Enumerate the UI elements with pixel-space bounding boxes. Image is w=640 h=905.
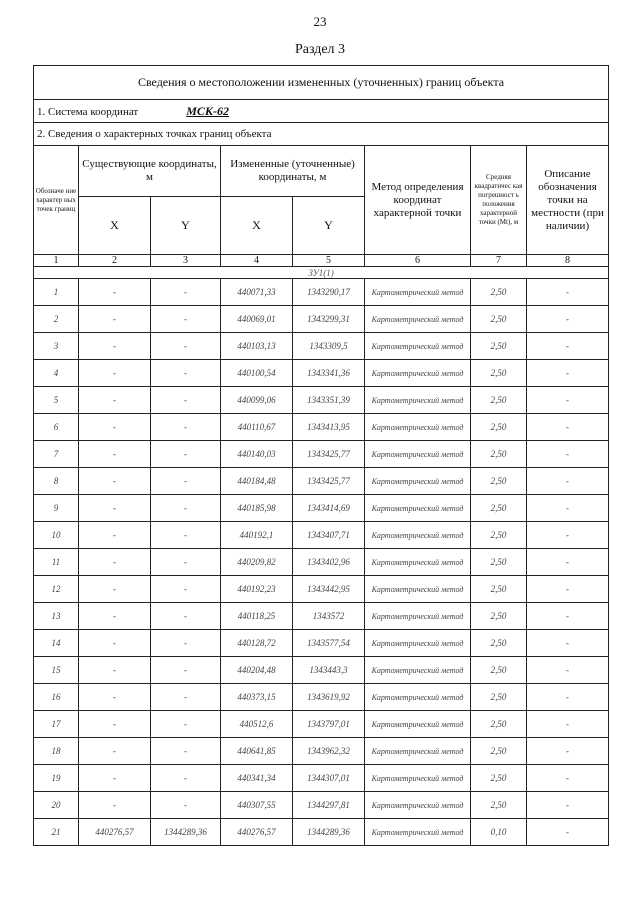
point-number-cell: 1 <box>34 279 79 306</box>
column-number: 7 <box>471 255 527 267</box>
changed-x-cell: 440204,48 <box>221 657 293 684</box>
point-number-cell: 17 <box>34 711 79 738</box>
point-number-cell: 16 <box>34 684 79 711</box>
mean-error-cell: 2,50 <box>471 333 527 360</box>
mean-error-cell: 2,50 <box>471 414 527 441</box>
point-number-cell: 15 <box>34 657 79 684</box>
changed-x-cell: 440192,1 <box>221 522 293 549</box>
coord-system-label: 1. Система координат <box>37 105 139 118</box>
column-number: 4 <box>221 255 293 267</box>
changed-y-cell: 1343402,96 <box>293 549 365 576</box>
mean-error-cell: 2,50 <box>471 792 527 819</box>
existing-y-cell: - <box>151 495 221 522</box>
existing-y-cell: - <box>151 765 221 792</box>
column-number: 8 <box>527 255 609 267</box>
point-number-cell: 2 <box>34 306 79 333</box>
existing-x-cell: - <box>79 603 151 630</box>
mean-error-cell: 0,10 <box>471 819 527 846</box>
mean-error-cell: 2,50 <box>471 765 527 792</box>
method-cell: Картометрический метод <box>365 387 471 414</box>
mean-error-cell: 2,50 <box>471 657 527 684</box>
boundary-points-table <box>33 65 609 846</box>
existing-x-cell: - <box>79 387 151 414</box>
section-title: Раздел 3 <box>294 42 346 57</box>
description-cell: - <box>527 414 609 441</box>
existing-y-cell: - <box>151 792 221 819</box>
changed-y-cell: 1343425,77 <box>293 468 365 495</box>
table-row <box>34 441 609 468</box>
point-number-cell: 20 <box>34 792 79 819</box>
method-cell: Картометрический метод <box>365 684 471 711</box>
method-cell: Картометрический метод <box>365 711 471 738</box>
coord-system-row <box>34 100 609 123</box>
point-number-cell: 8 <box>34 468 79 495</box>
existing-x-cell: - <box>79 657 151 684</box>
table-row <box>34 387 609 414</box>
description-cell: - <box>527 630 609 657</box>
table-row <box>34 630 609 657</box>
table-row <box>34 360 609 387</box>
point-number-cell: 11 <box>34 549 79 576</box>
description-cell: - <box>527 684 609 711</box>
table-row <box>34 306 609 333</box>
description-cell: - <box>527 765 609 792</box>
table-row <box>34 576 609 603</box>
changed-x-cell: 440140,03 <box>221 441 293 468</box>
description-cell: - <box>527 333 609 360</box>
description-cell: - <box>527 522 609 549</box>
existing-x-cell: - <box>79 441 151 468</box>
mean-error-cell: 2,50 <box>471 711 527 738</box>
description-cell: - <box>527 657 609 684</box>
existing-x-cell: - <box>79 279 151 306</box>
changed-x-cell: 440071,33 <box>221 279 293 306</box>
points-title: 2. Сведения о характерных точках границ объекта <box>34 123 609 146</box>
point-number-cell: 21 <box>34 819 79 846</box>
point-number-cell: 3 <box>34 333 79 360</box>
table-row <box>34 495 609 522</box>
method-cell: Картометрический метод <box>365 333 471 360</box>
method-cell: Картометрический метод <box>365 657 471 684</box>
method-cell: Картометрический метод <box>365 819 471 846</box>
page-number: 23 <box>313 14 327 29</box>
point-number-cell: 14 <box>34 630 79 657</box>
changed-y-cell: 1343309,5 <box>293 333 365 360</box>
description-cell: - <box>527 306 609 333</box>
table-row <box>34 711 609 738</box>
column-number: 1 <box>34 255 79 267</box>
changed-y-cell: 1343425,77 <box>293 441 365 468</box>
existing-x-cell: - <box>79 495 151 522</box>
table-title: Сведения о местоположении измененных (уточненных) границ объекта <box>34 66 609 100</box>
point-number-cell: 18 <box>34 738 79 765</box>
header-method: Метод определения координат характерной точки <box>365 146 471 255</box>
changed-x-cell: 440276,57 <box>221 819 293 846</box>
existing-y-cell: - <box>151 414 221 441</box>
changed-x-cell: 440110,67 <box>221 414 293 441</box>
changed-y-cell: 1343407,71 <box>293 522 365 549</box>
point-number-cell: 7 <box>34 441 79 468</box>
description-cell: - <box>527 819 609 846</box>
method-cell: Картометрический метод <box>365 495 471 522</box>
changed-y-cell: 1343577,54 <box>293 630 365 657</box>
changed-x-cell: 440209,82 <box>221 549 293 576</box>
mean-error-cell: 2,50 <box>471 495 527 522</box>
existing-y-cell: - <box>151 441 221 468</box>
method-cell: Картометрический метод <box>365 306 471 333</box>
changed-x-cell: 440185,98 <box>221 495 293 522</box>
existing-x-cell: - <box>79 333 151 360</box>
table-row <box>34 549 609 576</box>
changed-x-cell: 440103,13 <box>221 333 293 360</box>
changed-y-cell: 1344297,81 <box>293 792 365 819</box>
changed-x-cell: 440069,01 <box>221 306 293 333</box>
method-cell: Картометрический метод <box>365 441 471 468</box>
changed-y-cell: 1343572 <box>293 603 365 630</box>
point-number-cell: 19 <box>34 765 79 792</box>
existing-y-cell: - <box>151 279 221 306</box>
changed-y-cell: 1343414,69 <box>293 495 365 522</box>
header-existing-y: Y <box>151 197 221 255</box>
changed-y-cell: 1343442,95 <box>293 576 365 603</box>
table-row <box>34 522 609 549</box>
existing-y-cell: - <box>151 738 221 765</box>
existing-y-cell: - <box>151 549 221 576</box>
header-description: Описание обозначения точки на местности (при наличии) <box>527 146 609 255</box>
description-cell: - <box>527 387 609 414</box>
point-number-cell: 6 <box>34 414 79 441</box>
mean-error-cell: 2,50 <box>471 684 527 711</box>
existing-x-cell: - <box>79 792 151 819</box>
point-number-cell: 12 <box>34 576 79 603</box>
table-row <box>34 414 609 441</box>
column-number: 2 <box>79 255 151 267</box>
existing-x-cell: - <box>79 306 151 333</box>
method-cell: Картометрический метод <box>365 549 471 576</box>
existing-y-cell: 1344289,36 <box>151 819 221 846</box>
header-existing: Существующие координаты, м <box>79 146 221 197</box>
changed-y-cell: 1343290,17 <box>293 279 365 306</box>
existing-x-cell: - <box>79 360 151 387</box>
table-row <box>34 657 609 684</box>
method-cell: Картометрический метод <box>365 360 471 387</box>
mean-error-cell: 2,50 <box>471 549 527 576</box>
existing-x-cell: - <box>79 738 151 765</box>
existing-x-cell: - <box>79 414 151 441</box>
table-row <box>34 765 609 792</box>
description-cell: - <box>527 576 609 603</box>
changed-y-cell: 1343351,39 <box>293 387 365 414</box>
point-number-cell: 9 <box>34 495 79 522</box>
header-changed-x: X <box>221 197 293 255</box>
method-cell: Картометрический метод <box>365 765 471 792</box>
mean-error-cell: 2,50 <box>471 306 527 333</box>
table-row <box>34 279 609 306</box>
description-cell: - <box>527 495 609 522</box>
changed-x-cell: 440512,6 <box>221 711 293 738</box>
existing-y-cell: - <box>151 333 221 360</box>
existing-y-cell: - <box>151 576 221 603</box>
changed-y-cell: 1344307,01 <box>293 765 365 792</box>
column-number: 5 <box>293 255 365 267</box>
description-cell: - <box>527 711 609 738</box>
column-number-row <box>34 255 609 267</box>
existing-y-cell: - <box>151 522 221 549</box>
table-row <box>34 819 609 846</box>
existing-x-cell: - <box>79 522 151 549</box>
mean-error-cell: 2,50 <box>471 522 527 549</box>
changed-y-cell: 1344289,36 <box>293 819 365 846</box>
description-cell: - <box>527 441 609 468</box>
header-changed-y: Y <box>293 197 365 255</box>
changed-x-cell: 440192,23 <box>221 576 293 603</box>
parcel-subheading: ЗУ1(1) <box>34 267 609 279</box>
method-cell: Картометрический метод <box>365 279 471 306</box>
description-cell: - <box>527 360 609 387</box>
coord-system-value: МСК-62 <box>186 103 230 118</box>
description-cell: - <box>527 279 609 306</box>
point-number-cell: 10 <box>34 522 79 549</box>
changed-x-cell: 440099,06 <box>221 387 293 414</box>
existing-y-cell: - <box>151 360 221 387</box>
table-row <box>34 333 609 360</box>
table-row <box>34 603 609 630</box>
header-error: Средняя квадратичес кая погрешност ь положения характерной точки (Mt), м <box>471 146 527 255</box>
column-number: 6 <box>365 255 471 267</box>
mean-error-cell: 2,50 <box>471 630 527 657</box>
table-row <box>34 792 609 819</box>
header-existing-x: X <box>79 197 151 255</box>
method-cell: Картометрический метод <box>365 630 471 657</box>
changed-x-cell: 440307,55 <box>221 792 293 819</box>
existing-x-cell: - <box>79 576 151 603</box>
description-cell: - <box>527 738 609 765</box>
table-row <box>34 684 609 711</box>
mean-error-cell: 2,50 <box>471 468 527 495</box>
changed-x-cell: 440100,54 <box>221 360 293 387</box>
mean-error-cell: 2,50 <box>471 603 527 630</box>
description-cell: - <box>527 549 609 576</box>
existing-x-cell: - <box>79 468 151 495</box>
existing-x-cell: 440276,57 <box>79 819 151 846</box>
existing-y-cell: - <box>151 630 221 657</box>
existing-x-cell: - <box>79 711 151 738</box>
existing-y-cell: - <box>151 603 221 630</box>
method-cell: Картометрический метод <box>365 522 471 549</box>
description-cell: - <box>527 468 609 495</box>
changed-x-cell: 440341,34 <box>221 765 293 792</box>
existing-x-cell: - <box>79 549 151 576</box>
mean-error-cell: 2,50 <box>471 279 527 306</box>
method-cell: Картометрический метод <box>365 468 471 495</box>
existing-y-cell: - <box>151 468 221 495</box>
table-row <box>34 738 609 765</box>
changed-y-cell: 1343341,36 <box>293 360 365 387</box>
description-cell: - <box>527 792 609 819</box>
method-cell: Картометрический метод <box>365 576 471 603</box>
changed-y-cell: 1343619,92 <box>293 684 365 711</box>
mean-error-cell: 2,50 <box>471 387 527 414</box>
table-row <box>34 468 609 495</box>
existing-x-cell: - <box>79 630 151 657</box>
existing-x-cell: - <box>79 765 151 792</box>
method-cell: Картометрический метод <box>365 414 471 441</box>
existing-y-cell: - <box>151 684 221 711</box>
method-cell: Картометрический метод <box>365 603 471 630</box>
mean-error-cell: 2,50 <box>471 360 527 387</box>
point-number-cell: 5 <box>34 387 79 414</box>
point-number-cell: 4 <box>34 360 79 387</box>
existing-y-cell: - <box>151 387 221 414</box>
header-designation: Обозначе ние характер ных точек границ <box>34 146 79 255</box>
changed-x-cell: 440641,85 <box>221 738 293 765</box>
changed-x-cell: 440184,48 <box>221 468 293 495</box>
changed-x-cell: 440373,15 <box>221 684 293 711</box>
changed-y-cell: 1343962,32 <box>293 738 365 765</box>
changed-y-cell: 1343299,31 <box>293 306 365 333</box>
changed-x-cell: 440118,25 <box>221 603 293 630</box>
method-cell: Картометрический метод <box>365 738 471 765</box>
point-number-cell: 13 <box>34 603 79 630</box>
existing-y-cell: - <box>151 711 221 738</box>
column-number: 3 <box>151 255 221 267</box>
changed-x-cell: 440128,72 <box>221 630 293 657</box>
header-changed: Измененные (уточненные) координаты, м <box>221 146 365 197</box>
existing-y-cell: - <box>151 306 221 333</box>
existing-y-cell: - <box>151 657 221 684</box>
mean-error-cell: 2,50 <box>471 441 527 468</box>
method-cell: Картометрический метод <box>365 792 471 819</box>
mean-error-cell: 2,50 <box>471 576 527 603</box>
mean-error-cell: 2,50 <box>471 738 527 765</box>
existing-x-cell: - <box>79 684 151 711</box>
changed-y-cell: 1343797,01 <box>293 711 365 738</box>
description-cell: - <box>527 603 609 630</box>
changed-y-cell: 1343413,95 <box>293 414 365 441</box>
changed-y-cell: 1343443,3 <box>293 657 365 684</box>
